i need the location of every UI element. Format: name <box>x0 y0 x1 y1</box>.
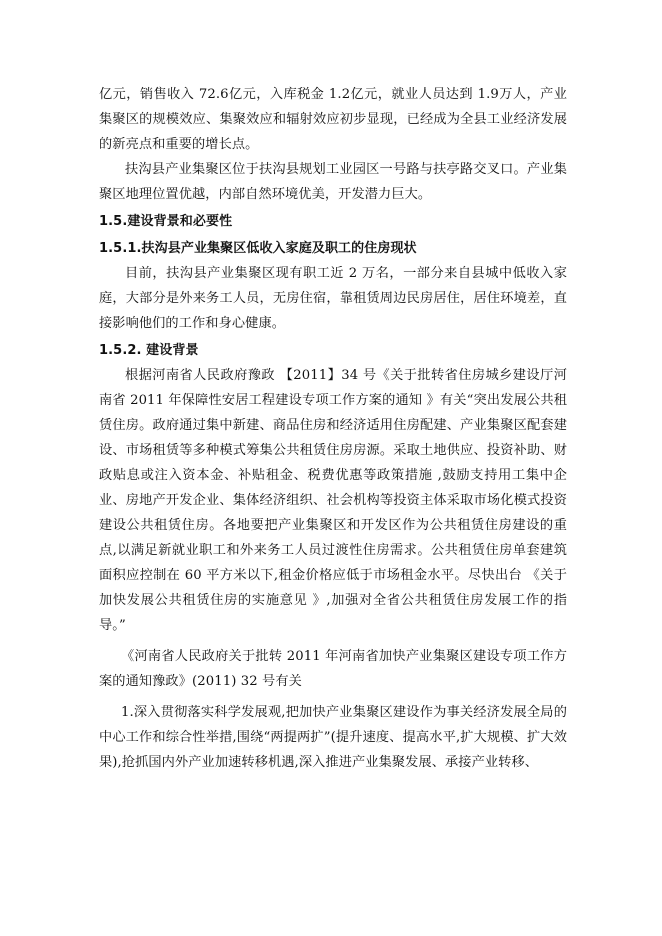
paragraph-background-policy: 根据河南省人民政府豫政 【2011】34 号《关于批转省住房城乡建设厅河南省 2011 年保障性安居工程建设专项工作方案的通知 》有关“突出发展公共租赁住房。政府通过集中新建、商品住房和经济适用住房配建、产业集聚区配套建设、市场租赁等多种模式筹集公共租赁住房房源。采取土地供应、投资补助、财政贴息或注入资本金、补贴租金、税费优惠等政策措施 ,鼓励支持用工集中企业、房地产开发企业、集体经济组织、社会机构等投资主体采取市场化模式投资建设公共租赁住房。各地要把产业集聚区和开发区作为公共租赁住房建设的重点,以满足新就业职工和外来务工人员过渡性住房需求。公共租赁住房单套建筑面积应控制在 60 平方米以下,租金价格应低于市场租金水平。尽快出台 《关于加快发展公共租赁住房的实施意见 》,加强对全省公共租赁住房发展工作的指导。” <box>99 368 567 633</box>
heading-1-5-2: 1.5.2. 建设背景 <box>99 343 199 358</box>
paragraph-location: 扶沟县产业集聚区位于扶沟县规划工业园区一号路与扶亭路交叉口。产业集聚区地理位置优越，内部自然环境优美，开发潜力巨大。 <box>99 162 567 202</box>
heading-1-5-1: 1.5.1.扶沟县产业集聚区低收入家庭及职工的住房现状 <box>99 241 417 256</box>
paragraph-policy-reference: 《河南省人民政府关于批转 2011 年河南省加快产业集聚区建设专项工作方案的通知豫政》(2011) 32 号有关 <box>99 649 567 689</box>
heading-1-5: 1.5.建设背景和必要性 <box>99 214 233 229</box>
document-page <box>99 82 567 775</box>
paragraph-continuation: 亿元，销售收入 72.6亿元，入库税金 1.2亿元，就业人员达到 1.9万人，产业集聚区的规模效应、集聚效应和辐射效应初步显现，已经成为全县工业经济发展的新亮点和重要的增长点。 <box>99 87 567 152</box>
paragraph-housing-status: 目前，扶沟县产业集聚区现有职工近 2 万名，一部分来自县城中低收入家庭，大部分是外来务工人员，无房住宿，靠租赁周边民房居住，居住环境差，直接影响他们的工作和身心健康。 <box>99 266 567 331</box>
paragraph-point-1: 1.深入贯彻落实科学发展观,把加快产业集聚区建设作为事关经济发展全局的中心工作和综合性举措,围绕“两提两扩”(提升速度、提高水平,扩大规模、扩大效果),抢抓国内外产业加速转移机遇,深入推进产业集聚发展、承接产业转移、 <box>99 705 567 770</box>
